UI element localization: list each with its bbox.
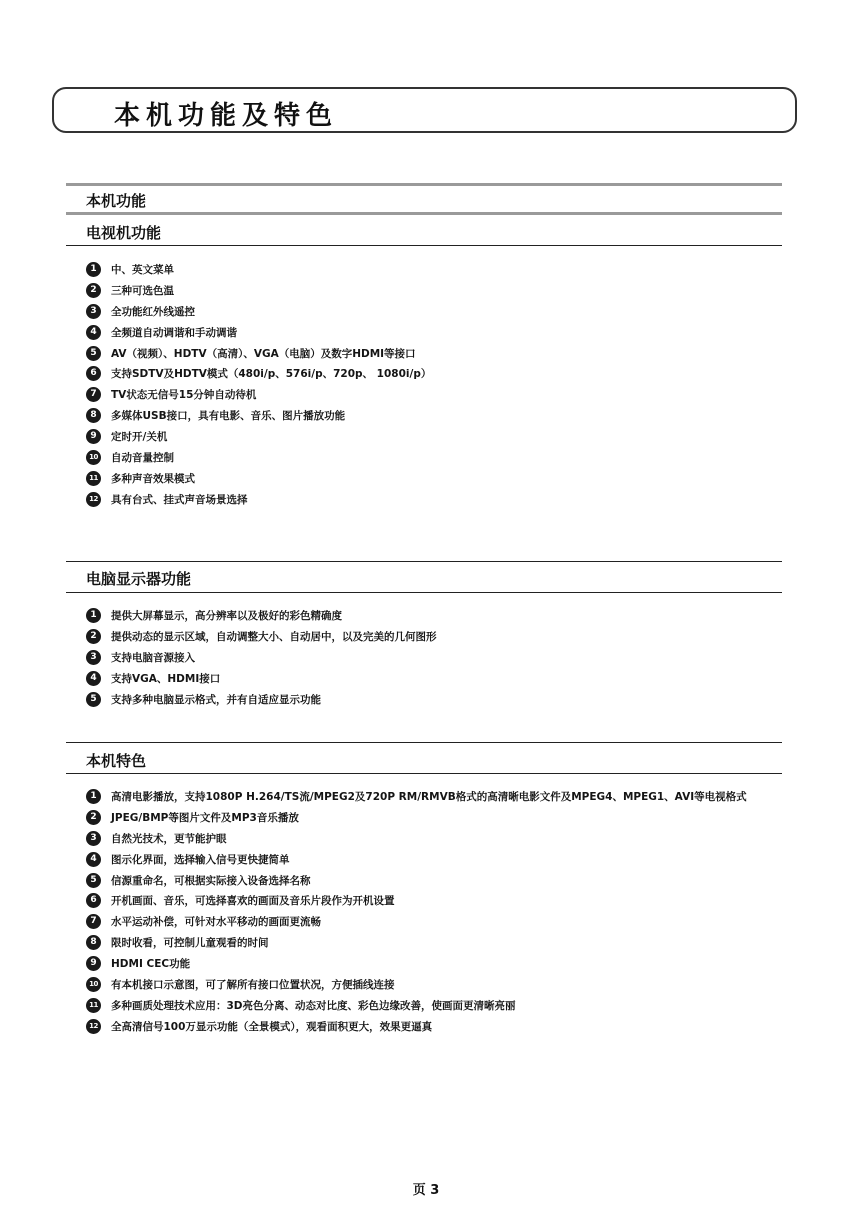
item-number-badge: 5 [86,692,101,707]
list-item [86,932,747,953]
item-number-badge: 2 [86,810,101,825]
item-text: 全高清信号100万显示功能（全景模式），观看面积更大，效果更逼真 [111,1020,433,1033]
list-item [86,995,747,1016]
item-number-badge: 10 [86,977,101,992]
list-item [86,689,437,710]
item-number-badge: 4 [86,852,101,867]
item-number-badge: 11 [86,998,101,1013]
item-number-badge: 5 [86,873,101,888]
list-item [86,426,431,447]
section-divider [66,245,782,246]
item-number-badge: 4 [86,325,101,340]
pc-feature-list [86,605,437,709]
item-number-badge: 8 [86,408,101,423]
item-number-badge: 3 [86,304,101,319]
item-number-badge: 10 [86,450,101,465]
item-text: 具有台式、挂式声音场景选择 [111,493,248,506]
item-number-badge: 1 [86,262,101,277]
page-number: 页 3 [412,1183,440,1198]
list-item [86,890,747,911]
item-text: AV（视频）、HDTV（高清）、VGA（电脑）及数字HDMI等接口 [111,347,416,360]
item-number-badge: 1 [86,608,101,623]
list-item [86,911,747,932]
list-item [86,447,431,468]
item-number-badge: 7 [86,387,101,402]
list-item [86,626,437,647]
feature-list [86,786,747,1037]
list-item [86,1016,747,1037]
item-text: 信源重命名，可根据实际接入设备选择名称 [111,874,311,887]
item-number-badge: 5 [86,346,101,361]
item-text: 提供大屏幕显示，高分辨率以及极好的彩色精确度 [111,609,342,622]
item-number-badge: 7 [86,914,101,929]
item-number-badge: 12 [86,1019,101,1034]
section-divider [66,742,782,743]
item-text: 自然光技术，更节能护眼 [111,832,227,845]
item-text: JPEG/BMP等图片文件及MP3音乐播放 [111,811,299,824]
item-number-badge: 8 [86,935,101,950]
item-text: HDMI CEC功能 [111,958,191,971]
page-title-box [52,87,797,133]
item-text: 全功能红外线遥控 [111,305,195,318]
item-text: 三种可选色温 [111,284,174,297]
item-number-badge: 9 [86,429,101,444]
item-text: 水平运动补偿，可针对水平移动的画面更流畅 [111,916,321,929]
item-number-badge: 4 [86,671,101,686]
item-number-badge: 3 [86,650,101,665]
section-divider [66,212,782,215]
section-divider [66,183,782,186]
item-text: 支持多种电脑显示格式，并有自适应显示功能 [111,693,321,706]
item-text: 图示化界面，选择输入信号更快捷简单 [111,853,290,866]
section-heading-tv: 电视机功能 [86,224,162,242]
item-number-badge: 1 [86,789,101,804]
list-item [86,849,747,870]
section-divider [66,592,782,593]
list-item [86,668,437,689]
item-text: 多媒体USB接口，具有电影、音乐、图片播放功能 [111,410,346,423]
item-text: 提供动态的显示区域，自动调整大小、自动居中，以及完美的几何图形 [111,630,437,643]
list-item [86,647,437,668]
list-item [86,870,747,891]
list-item [86,489,431,510]
list-item [86,468,431,489]
item-text: 多种声音效果模式 [111,472,195,485]
item-number-badge: 9 [86,956,101,971]
item-text: 定时开/关机 [111,431,168,444]
list-item [86,259,431,280]
list-item [86,786,747,807]
list-item [86,301,431,322]
list-item [86,974,747,995]
item-text: 多种画质处理技术应用：3D亮色分离、动态对比度、彩色边缘改善，使画面更清晰亮丽 [111,999,516,1012]
list-item [86,363,431,384]
page-title: 本机功能及特色 [114,101,339,131]
tv-feature-list [86,259,431,510]
section-divider [66,773,782,774]
item-text: TV状态无信号15分钟自动待机 [111,389,257,402]
item-number-badge: 6 [86,366,101,381]
list-item [86,322,431,343]
item-text: 开机画面、音乐，可选择喜欢的画面及音乐片段作为开机设置 [111,895,395,908]
list-item [86,828,747,849]
item-number-badge: 2 [86,283,101,298]
list-item [86,405,431,426]
list-item [86,953,747,974]
list-item [86,343,431,364]
item-number-badge: 12 [86,492,101,507]
list-item [86,280,431,301]
item-number-badge: 2 [86,629,101,644]
item-text: 中、英文菜单 [111,263,174,276]
item-text: 支持电脑音源接入 [111,651,195,664]
item-number-badge: 6 [86,893,101,908]
item-text: 支持SDTV及HDTV模式（480i/p、576i/p、720p、 1080i/p） [111,368,432,381]
item-number-badge: 3 [86,831,101,846]
item-text: 有本机接口示意图，可了解所有接口位置状况，方便插线连接 [111,978,395,991]
item-text: 全频道自动调谐和手动调谐 [111,326,237,339]
item-text: 限时收看，可控制儿童观看的时间 [111,937,269,950]
section-divider [66,561,782,562]
section-heading-features: 本机特色 [86,752,147,770]
list-item [86,807,747,828]
item-text: 自动音量控制 [111,451,174,464]
item-text: 支持VGA、HDMI接口 [111,672,221,685]
section-heading-main: 本机功能 [86,192,147,210]
item-text: 高清电影播放，支持1080P H.264/TS流/MPEG2及720P RM/RMVB格式的高清晰电影文件及MPEG4、MPEG1、AVI等电视格式 [111,790,747,803]
list-item [86,384,431,405]
list-item [86,605,437,626]
section-heading-pc: 电脑显示器功能 [86,570,192,588]
item-number-badge: 11 [86,471,101,486]
